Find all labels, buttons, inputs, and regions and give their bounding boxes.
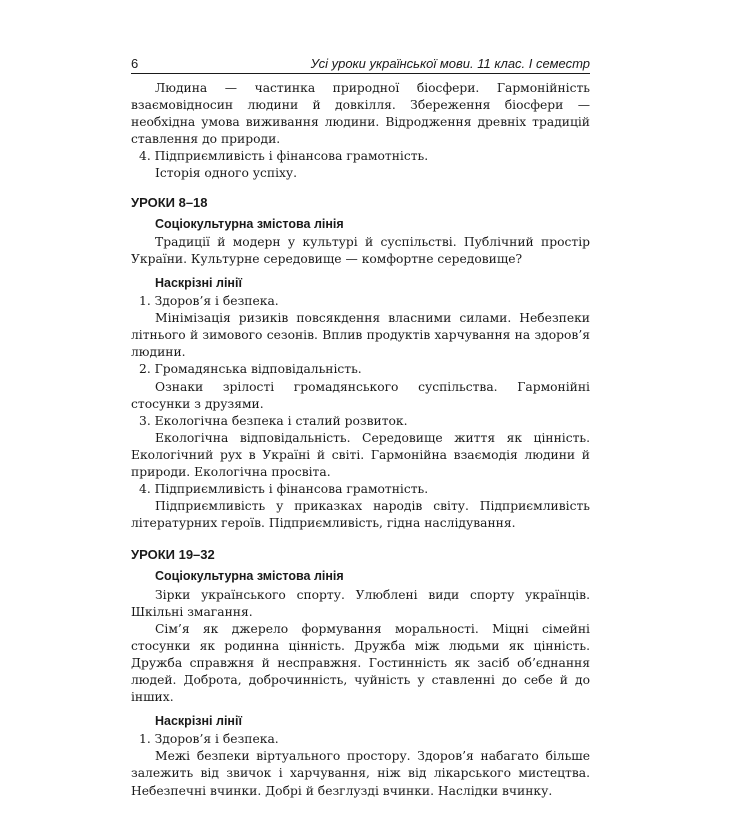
sociocultural-text: Традиції й модерн у культурі й суспільстві. Публічний простір України. Культурне середовище — комфортне середовище? <box>131 234 590 266</box>
sociocultural-text: Зірки українського спорту. Улюблені види спорту українців. Шкільні змагання. <box>131 587 590 619</box>
list-item-text: Підприємливість у приказках народів світу. Підприємливість літературних героїв. Підприємливість, гідна наслідування. <box>131 499 590 531</box>
list-item-title: 1. Здоров’я і безпека. <box>139 294 279 309</box>
header-rule <box>131 73 590 74</box>
page-body <box>131 80 590 800</box>
intro-paragraph: Людина — частинка природної біосфери. Гармонійність взаємовідносин людини й довкілля. Збереження біосфери — необхідна умова виживання людини. Відродження древніх традицій ставлення до природи. <box>131 81 590 147</box>
list-item-text: Мінімізація ризиків повсякдення власними силами. Небезпеки літнього й зимового сезонів. Вплив продуктів харчування на здоров’я людини. <box>131 311 590 360</box>
list-item-title: 4. Підприємливість і фінансова грамотність. <box>139 482 429 497</box>
list-item-text: Екологічна відповідальність. Середовище життя як цінність. Екологічний рух в Україні й світі. Гармонійна взаємодія людини й природи. Екологічна просвіта. <box>131 430 590 479</box>
list-item-title: 2. Громадянська відповідальність. <box>139 362 362 377</box>
subheading-cross-cutting: Наскрізні лінії <box>155 275 242 290</box>
sociocultural-text: Сім’я як джерело формування моральності. Міцні сімейні стосунки як родинна цінність. Дружба між людьми як цінність. Дружба справжня й несправжня. Гостинність як засіб об’єднання людей. Доброта, доброчинність, чуйність у ставленні до себе й до інших. <box>131 621 590 705</box>
subheading-sociocultural: Соціокультурна змістова лінія <box>155 216 344 231</box>
intro-list-item-4: 4. Підприємливість і фінансова грамотність. <box>139 149 429 164</box>
intro-list-item-4-text: Історія одного успіху. <box>155 166 298 181</box>
section-heading-8-18: УРОКИ 8–18 <box>131 194 208 210</box>
subheading-sociocultural: Соціокультурна змістова лінія <box>155 569 344 584</box>
list-item-text: Межі безпеки віртуального простору. Здоров’я набагато більше залежить від звичок і харчування, ніж від лікарського мистецтва. Небезпечні вчинки. Добрі й безглузді вчинки. Наслідки вчинку. <box>131 749 590 798</box>
list-item-text: Ознаки зрілості громадянського суспільства. Гармонійні стосунки з друзями. <box>131 379 590 411</box>
list-item-title: 3. Екологічна безпека і сталий розвиток. <box>139 413 408 428</box>
section-heading-19-32: УРОКИ 19–32 <box>131 547 215 563</box>
list-item-title: 1. Здоров’я і безпека. <box>139 732 279 747</box>
running-header-title: Усі уроки української мови. 11 клас. І семестр <box>310 56 590 71</box>
subheading-cross-cutting: Наскрізні лінії <box>155 714 242 729</box>
page-number: 6 <box>131 56 139 71</box>
